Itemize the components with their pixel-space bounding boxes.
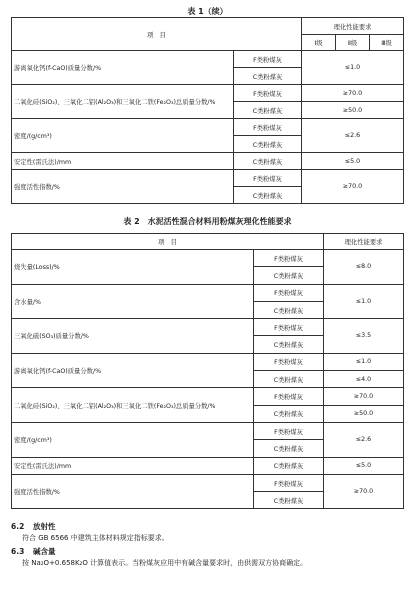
row-label: 烧失量(Loss)/% xyxy=(12,250,254,285)
row-label: 强度活性指数/% xyxy=(12,170,234,204)
table-row xyxy=(12,170,404,187)
requirement-value: ≤3.5 xyxy=(324,319,404,354)
fly-ash-type: C类粉煤灰 xyxy=(234,187,302,204)
fly-ash-type: F类粉煤灰 xyxy=(234,85,302,102)
row-label: 游离氧化钙(f-CaO)质量分数/% xyxy=(12,353,254,388)
requirement-value: ≥70.0 xyxy=(302,85,404,102)
table2 xyxy=(11,233,404,509)
table-row xyxy=(12,319,404,336)
table-row xyxy=(12,250,404,267)
table-row xyxy=(12,284,404,301)
requirement-value: ≤5.0 xyxy=(302,153,404,170)
fly-ash-type: F类粉煤灰 xyxy=(254,284,324,301)
row-label: 含水量/% xyxy=(12,284,254,319)
fly-ash-type: C类粉煤灰 xyxy=(254,301,324,318)
column-header-item: 项 目 xyxy=(12,234,324,250)
table-row xyxy=(12,153,404,170)
table-row xyxy=(12,85,404,102)
fly-ash-type: C类粉煤灰 xyxy=(254,492,324,509)
table-row xyxy=(12,353,404,370)
row-label: 游离氧化钙(f-CaO)质量分数/% xyxy=(12,51,234,85)
fly-ash-type: F类粉煤灰 xyxy=(234,170,302,187)
requirement-value: ≥70.0 xyxy=(324,388,404,405)
requirement-value: ≤5.0 xyxy=(324,457,404,474)
fly-ash-type: F类粉煤灰 xyxy=(254,474,324,491)
fly-ash-type: F类粉煤灰 xyxy=(254,250,324,267)
requirement-value: ≥50.0 xyxy=(302,102,404,119)
fly-ash-type: C类粉煤灰 xyxy=(254,457,324,474)
row-label: 三氧化硫(SO₃)质量分数/% xyxy=(12,319,254,354)
table-row xyxy=(12,388,404,405)
requirement-value: ≤4.0 xyxy=(324,371,404,388)
fly-ash-type: F类粉煤灰 xyxy=(254,422,324,439)
fly-ash-type: C类粉煤灰 xyxy=(254,336,324,353)
fly-ash-type: F类粉煤灰 xyxy=(254,388,324,405)
section-6-2-heading xyxy=(11,521,56,532)
row-label: 二氧化硅(SiO₂)、三氧化二铝(Al₂O₃)和三氧化二铁(Fe₂O₃)总质量分数/% xyxy=(12,85,234,119)
table1 xyxy=(11,17,404,204)
row-label: 强度活性指数/% xyxy=(12,474,254,509)
requirement-value: ≥70.0 xyxy=(324,474,404,509)
section-number: 6.3 xyxy=(11,547,25,556)
fly-ash-type: F类粉煤灰 xyxy=(254,319,324,336)
column-header-grade-3: Ⅲ级 xyxy=(370,35,404,51)
row-label: 二氧化硅(SiO₂)、三氧化二铝(Al₂O₃)和三氧化二铁(Fe₂O₃)总质量分数/% xyxy=(12,388,254,423)
table1-caption: 表 1（续） xyxy=(187,7,228,16)
fly-ash-type: F类粉煤灰 xyxy=(234,51,302,68)
column-header-grade-1: Ⅰ级 xyxy=(302,35,336,51)
table-row xyxy=(12,119,404,136)
requirement-value: ≥70.0 xyxy=(302,170,404,204)
column-header-item: 项 目 xyxy=(12,18,302,51)
fly-ash-type: C类粉煤灰 xyxy=(234,68,302,85)
requirement-value: ≥50.0 xyxy=(324,405,404,422)
requirement-value: ≤1.0 xyxy=(324,284,404,319)
requirement-value: ≤8.0 xyxy=(324,250,404,285)
table-row xyxy=(12,474,404,491)
fly-ash-type: C类粉煤灰 xyxy=(254,405,324,422)
requirement-value: ≤1.0 xyxy=(302,51,404,85)
table-row xyxy=(12,457,404,474)
section-title: 放射性 xyxy=(33,522,56,531)
requirement-value: ≤2.6 xyxy=(302,119,404,153)
table-row xyxy=(12,51,404,68)
requirement-value: ≤2.6 xyxy=(324,422,404,457)
section-title: 碱含量 xyxy=(33,547,56,556)
column-header-requirements: 理化性能要求 xyxy=(302,18,404,35)
fly-ash-type: F类粉煤灰 xyxy=(254,353,324,370)
section-6-2-body: 符合 GB 6566 中建筑主体材料规定指标要求。 xyxy=(22,534,169,542)
table-row xyxy=(12,18,404,35)
fly-ash-type: C类粉煤灰 xyxy=(234,136,302,153)
table-row xyxy=(12,234,404,250)
fly-ash-type: C类粉煤灰 xyxy=(234,153,302,170)
section-6-3-body: 按 Na₂O+0.658K₂O 计算值表示。当粉煤灰应用中有碱含量要求时，由供需双方协商确定。 xyxy=(22,559,308,567)
row-label: 安定性(雷氏法)/mm xyxy=(12,457,254,474)
fly-ash-type: C类粉煤灰 xyxy=(254,371,324,388)
column-header-requirements: 理化性能要求 xyxy=(324,234,404,250)
table-row xyxy=(12,422,404,439)
row-label: 密度/(g/cm³) xyxy=(12,422,254,457)
requirement-value: ≤1.0 xyxy=(324,353,404,370)
column-header-grade-2: Ⅱ级 xyxy=(336,35,370,51)
fly-ash-type: C类粉煤灰 xyxy=(254,267,324,284)
row-label: 密度/(g/cm³) xyxy=(12,119,234,153)
table2-caption: 表 2 水泥活性混合材料用粉煤灰理化性能要求 xyxy=(123,217,292,226)
section-6-3-heading xyxy=(11,546,56,557)
section-number: 6.2 xyxy=(11,522,25,531)
fly-ash-type: C类粉煤灰 xyxy=(234,102,302,119)
fly-ash-type: C类粉煤灰 xyxy=(254,440,324,457)
row-label: 安定性(雷氏法)/mm xyxy=(12,153,234,170)
fly-ash-type: F类粉煤灰 xyxy=(234,119,302,136)
